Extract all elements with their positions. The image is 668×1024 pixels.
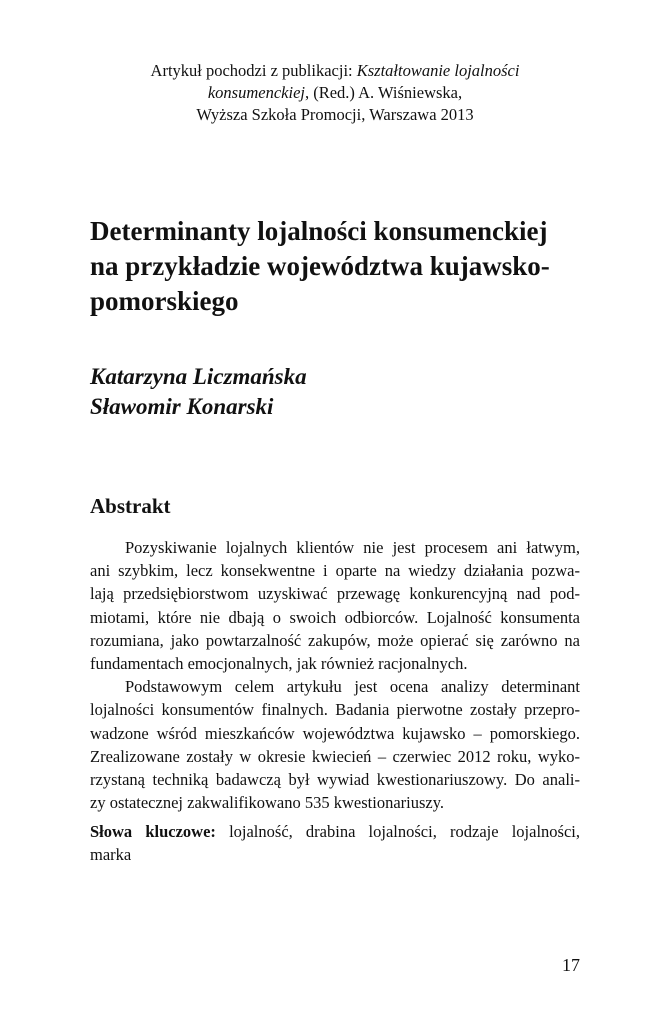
abstract-line: lają przedsiębiorstwom uzyskiwać przewagę konkurencyjną nad pod- bbox=[90, 584, 580, 604]
abstract-line: Podstawowym celem artykułu jest ocena analizy determinant bbox=[125, 677, 580, 697]
source-note-text: , (Red.) A. Wiśniewska, bbox=[304, 83, 463, 102]
title-line: Determinanty lojalności konsumenckiej bbox=[90, 216, 548, 246]
title-line: pomorskiego bbox=[90, 286, 239, 316]
abstract-line: ani szybkim, lecz konsekwentne i oparte na wiedzy działania pozwa- bbox=[90, 561, 580, 581]
source-note-line bbox=[90, 60, 580, 82]
abstract-line: Zrealizowane zostały w okresie kwiecień – czerwiec 2012 roku, wyko- bbox=[90, 746, 580, 766]
abstract-line: miotami, które nie dbają o swoich odbiorców. Lojalność konsumenta bbox=[90, 607, 580, 627]
article-title bbox=[90, 214, 590, 319]
keywords-text: lojalność, drabina lojalności, rodzaje lojalności, bbox=[215, 822, 580, 841]
source-note-line bbox=[90, 82, 580, 104]
source-note-text: Wyższa Szkoła Promocji, Warszawa 2013 bbox=[196, 105, 474, 124]
keywords-label: Słowa kluczowe: bbox=[90, 822, 216, 841]
abstract-line: lojalności konsumentów finalnych. Badania pierwotne zostały przepro- bbox=[90, 700, 580, 720]
author-name: Katarzyna Liczmańska bbox=[90, 364, 307, 389]
page-number: 17 bbox=[562, 955, 580, 975]
publication-source-note bbox=[90, 60, 580, 126]
keywords-line bbox=[90, 820, 580, 843]
keywords-line: marka bbox=[90, 845, 132, 865]
abstract-line: zy ostatecznej zakwalifikowano 535 kwestionariuszy. bbox=[90, 793, 445, 813]
abstract-line: rzystaną techniką badawczą był wywiad kwestionariuszowy. Do anali- bbox=[90, 770, 580, 790]
abstract-line: Pozyskiwanie lojalnych klientów nie jest procesem ani łatwym, bbox=[125, 538, 580, 557]
publication-title-italic: konsumenckiej bbox=[207, 83, 305, 102]
abstract-heading: Abstrakt bbox=[90, 494, 171, 518]
source-note-text: Artykuł pochodzi z publikacji: bbox=[150, 61, 357, 80]
title-line: na przykładzie województwa kujawsko- bbox=[90, 251, 550, 281]
keywords-section bbox=[90, 820, 580, 866]
abstract-line: rozumiana, jako powtarzalność zakupów, może opierać się zarówno na bbox=[90, 630, 580, 650]
abstract-line: wadzone wśród mieszkańców województwa kujawsko – pomorskiego. bbox=[90, 723, 580, 743]
source-note-line bbox=[90, 104, 580, 126]
author-name: Sławomir Konarski bbox=[90, 394, 274, 419]
publication-title-italic: Kształtowanie lojalności bbox=[356, 61, 520, 80]
abstract-body bbox=[90, 536, 580, 814]
author-list bbox=[90, 362, 580, 422]
abstract-line: fundamentach emocjonalnych, jak również racjonalnych. bbox=[90, 654, 468, 674]
